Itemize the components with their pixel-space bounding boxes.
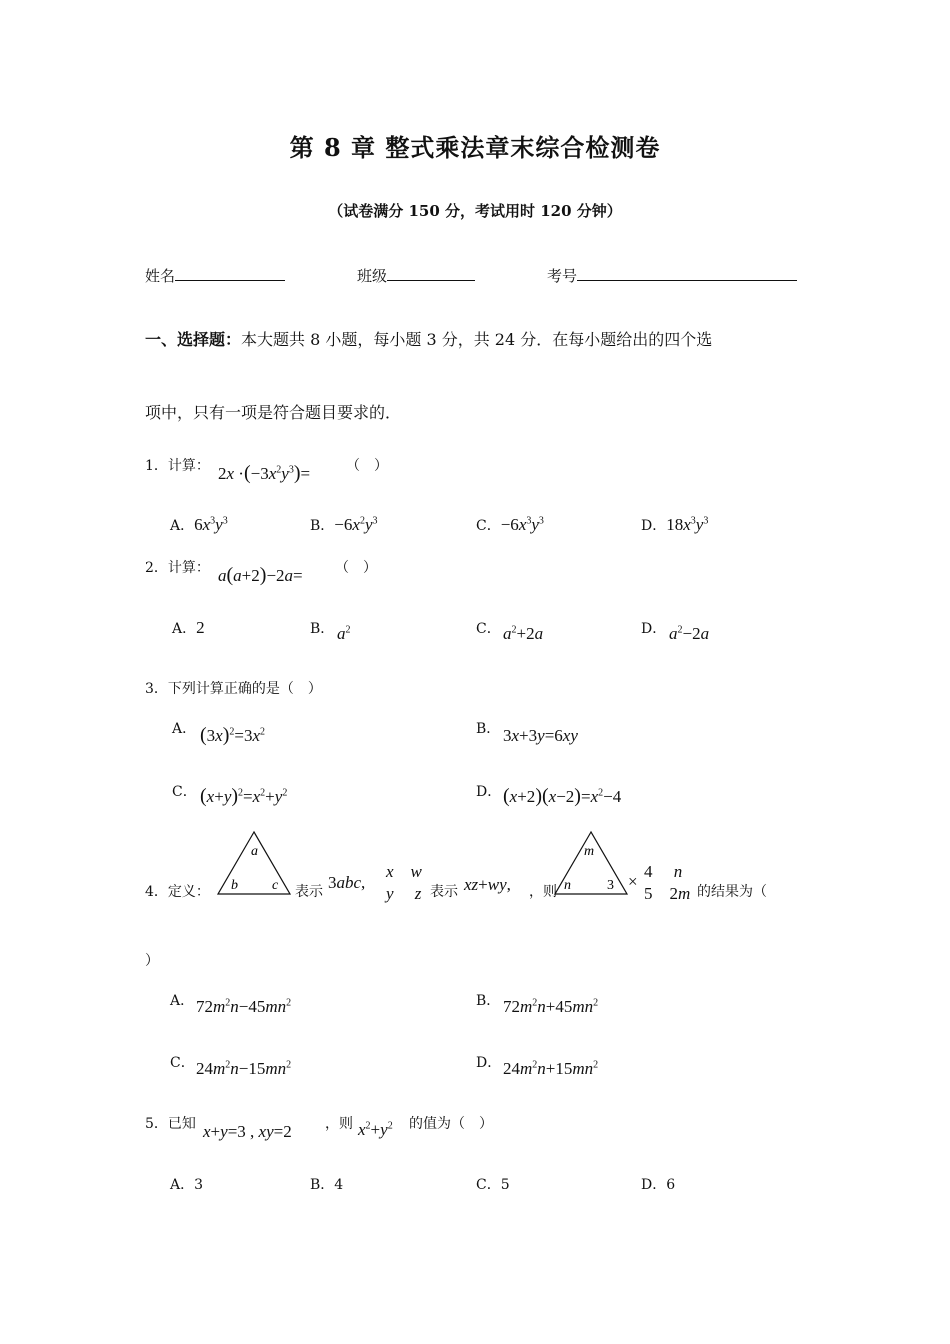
q2-number: 2．: [145, 560, 168, 576]
q1-option-d-math: $18x^3y^3$: [666, 515, 709, 534]
q5-option-b-label: B．: [310, 1177, 335, 1193]
question-3: [145, 678, 322, 698]
q4-matrix-1-row1: x w: [386, 862, 422, 881]
q3-option-c[interactable]: [172, 781, 197, 801]
q4-part1: 表示: [295, 884, 323, 900]
q4-stem: 定义：: [167, 884, 210, 900]
q3-option-d-math: $(x+2)(x-2)=x^2-4$: [503, 785, 622, 807]
q2-bracket: （ ）: [335, 560, 377, 576]
q1-option-a-label: A．: [170, 518, 195, 534]
q1-number: 1．: [145, 458, 168, 474]
tri1-right: c: [272, 878, 279, 893]
q4-abc: 3abc,: [328, 873, 366, 892]
q4-option-a[interactable]: [170, 990, 194, 1010]
q4-option-b-math: $72m^2n+45mn^2$: [503, 997, 599, 1016]
q2-option-d-label: D．: [641, 621, 667, 637]
q2-stem: 计算：: [167, 560, 210, 576]
q5-option-a-value: 3: [194, 1177, 204, 1193]
q2-option-a-value: 2: [196, 618, 205, 637]
tri2-right: 3: [607, 878, 614, 893]
q2-option-a[interactable]: [172, 618, 205, 638]
q4-close: ）: [145, 953, 159, 969]
q4-number: 4．: [145, 884, 168, 900]
name-label: 姓名: [145, 267, 176, 285]
section1-intro: [145, 327, 712, 350]
q5-option-b-value: 4: [334, 1177, 344, 1193]
q5-option-d[interactable]: [641, 1174, 675, 1194]
exam-number-blank[interactable]: [577, 264, 797, 281]
section1-heading: 一、选择题：: [145, 330, 242, 349]
q2-expression: a(a+2)−2a=: [218, 564, 303, 586]
q4-triangle-abc: [214, 830, 294, 896]
q3-option-a[interactable]: [172, 718, 196, 738]
q3-option-c-label: C．: [172, 784, 197, 800]
q4-option-b[interactable]: [476, 990, 500, 1010]
q2-option-b[interactable]: [310, 618, 334, 638]
q2-option-a-label: A．: [172, 621, 197, 637]
q1-option-a-math: $6x^3y^3$: [194, 515, 228, 534]
exam-number-label: 考号: [547, 267, 578, 285]
q3-option-b-label: B．: [476, 721, 501, 737]
q4-option-d-label: D．: [476, 1055, 502, 1071]
q1-option-c[interactable]: [476, 515, 544, 535]
q1-option-b[interactable]: [310, 515, 377, 535]
page-title: 第 8 章 整式乘法章末综合检测卷: [289, 133, 661, 162]
q2-option-c-math: $a^2+2a$: [503, 624, 544, 643]
question-1: [145, 455, 210, 475]
q5-option-b[interactable]: [310, 1174, 343, 1194]
q4-option-d-math: $24m^2n+15mn^2$: [503, 1059, 599, 1078]
q3-option-c-math: $(x+y)^2=x^2+y^2$: [200, 785, 288, 807]
q5-option-c-label: C．: [476, 1177, 501, 1193]
q4-matrix-2-row2: 5 2m: [644, 884, 691, 903]
tri2-left: n: [564, 878, 571, 893]
tri2-top: m: [584, 844, 595, 859]
q5-option-c-value: 5: [500, 1177, 510, 1193]
tri1-left: b: [231, 878, 238, 893]
q3-option-d-label: D．: [476, 784, 502, 800]
q5-given: x+y=3 , xy=2: [203, 1122, 292, 1141]
q4-option-c[interactable]: [170, 1052, 195, 1072]
q1-stem: 计算：: [167, 458, 210, 474]
q4-times: ×: [628, 872, 638, 891]
q5-option-d-value: 6: [666, 1177, 676, 1193]
q2-option-b-label: B．: [310, 621, 335, 637]
q4-option-c-math: $24m^2n-15mn^2$: [196, 1059, 292, 1078]
q4-part2: 表示: [430, 884, 458, 900]
q1-option-d-label: D．: [641, 518, 667, 534]
question-2: [145, 557, 210, 577]
class-blank[interactable]: [387, 264, 475, 281]
q1-option-b-label: B．: [310, 518, 335, 534]
q4-matrix-2: [644, 861, 690, 905]
q2-option-c-label: C．: [476, 621, 501, 637]
q4-option-d[interactable]: [476, 1052, 501, 1072]
exam-number-field[interactable]: [547, 264, 797, 286]
section1-text-line1: 本大题共 8 小题，每小题 3 分，共 24 分．在每小题给出的四个选: [241, 330, 713, 349]
q3-option-a-math: $(3x)^2=3x^2$: [200, 724, 266, 746]
class-field[interactable]: [357, 264, 475, 286]
name-blank[interactable]: [175, 264, 285, 281]
class-label: 班级: [357, 267, 388, 285]
q4-option-b-label: B．: [476, 993, 501, 1009]
section1-text-line2: 项中，只有一项是符合题目要求的．: [145, 403, 402, 422]
q3-option-b[interactable]: [476, 718, 500, 738]
q1-expression: $2x \cdot(-3x^2y^3)=$: [218, 462, 311, 484]
q4-option-a-label: A．: [170, 993, 195, 1009]
q4-xz-wy: xz+wy,: [464, 875, 511, 894]
q5-option-a-label: A．: [170, 1177, 195, 1193]
tri1-top: a: [251, 844, 258, 859]
q5-stem: 已知: [167, 1116, 196, 1132]
q1-option-c-label: C．: [476, 518, 501, 534]
q4-matrix-2-row1: 4 n: [644, 862, 683, 881]
q4-matrix-1: [386, 861, 422, 905]
q3-stem: 下列计算正确的是（ ）: [167, 681, 322, 697]
q2-option-d[interactable]: [641, 618, 666, 638]
q2-option-c[interactable]: [476, 618, 501, 638]
q4-tail: 的结果为（: [697, 884, 767, 900]
q1-option-d[interactable]: [641, 515, 708, 535]
q1-option-a[interactable]: [170, 515, 228, 535]
question-5: [145, 1113, 196, 1133]
q4-triangle-mn3: [551, 830, 631, 896]
page-subtitle: （试卷满分 150 分，考试用时 120 分钟）: [328, 202, 622, 220]
q2-option-d-math: $a^2-2a$: [669, 624, 710, 643]
q5-tail: 的值为（ ）: [409, 1116, 493, 1132]
q2-option-b-math: $a^2$: [337, 624, 351, 643]
q5-option-a[interactable]: [170, 1174, 203, 1194]
question-4: [145, 881, 210, 901]
name-field[interactable]: [145, 264, 285, 286]
q4-part3: ，则: [529, 884, 557, 900]
q1-option-c-math: $-6x^3y^3$: [500, 515, 544, 534]
q3-number: 3．: [145, 681, 168, 697]
q5-part1: ，则: [325, 1116, 353, 1132]
q3-option-b-math: 3x+3y=6xy: [503, 726, 578, 745]
q3-option-a-label: A．: [172, 721, 197, 737]
q4-matrix-1-row2: y z: [386, 884, 422, 903]
q5-target: $x^2+y^2$: [358, 1120, 393, 1139]
q5-option-c[interactable]: [476, 1174, 510, 1194]
q5-number: 5．: [145, 1116, 168, 1132]
q4-option-c-label: C．: [170, 1055, 195, 1071]
q3-option-d[interactable]: [476, 781, 501, 801]
q4-option-a-math: $72m^2n-45mn^2$: [196, 997, 292, 1016]
q1-bracket: （ ）: [346, 458, 388, 474]
q5-option-d-label: D．: [641, 1177, 667, 1193]
q1-option-b-math: $-6x^2y^3$: [334, 515, 378, 534]
